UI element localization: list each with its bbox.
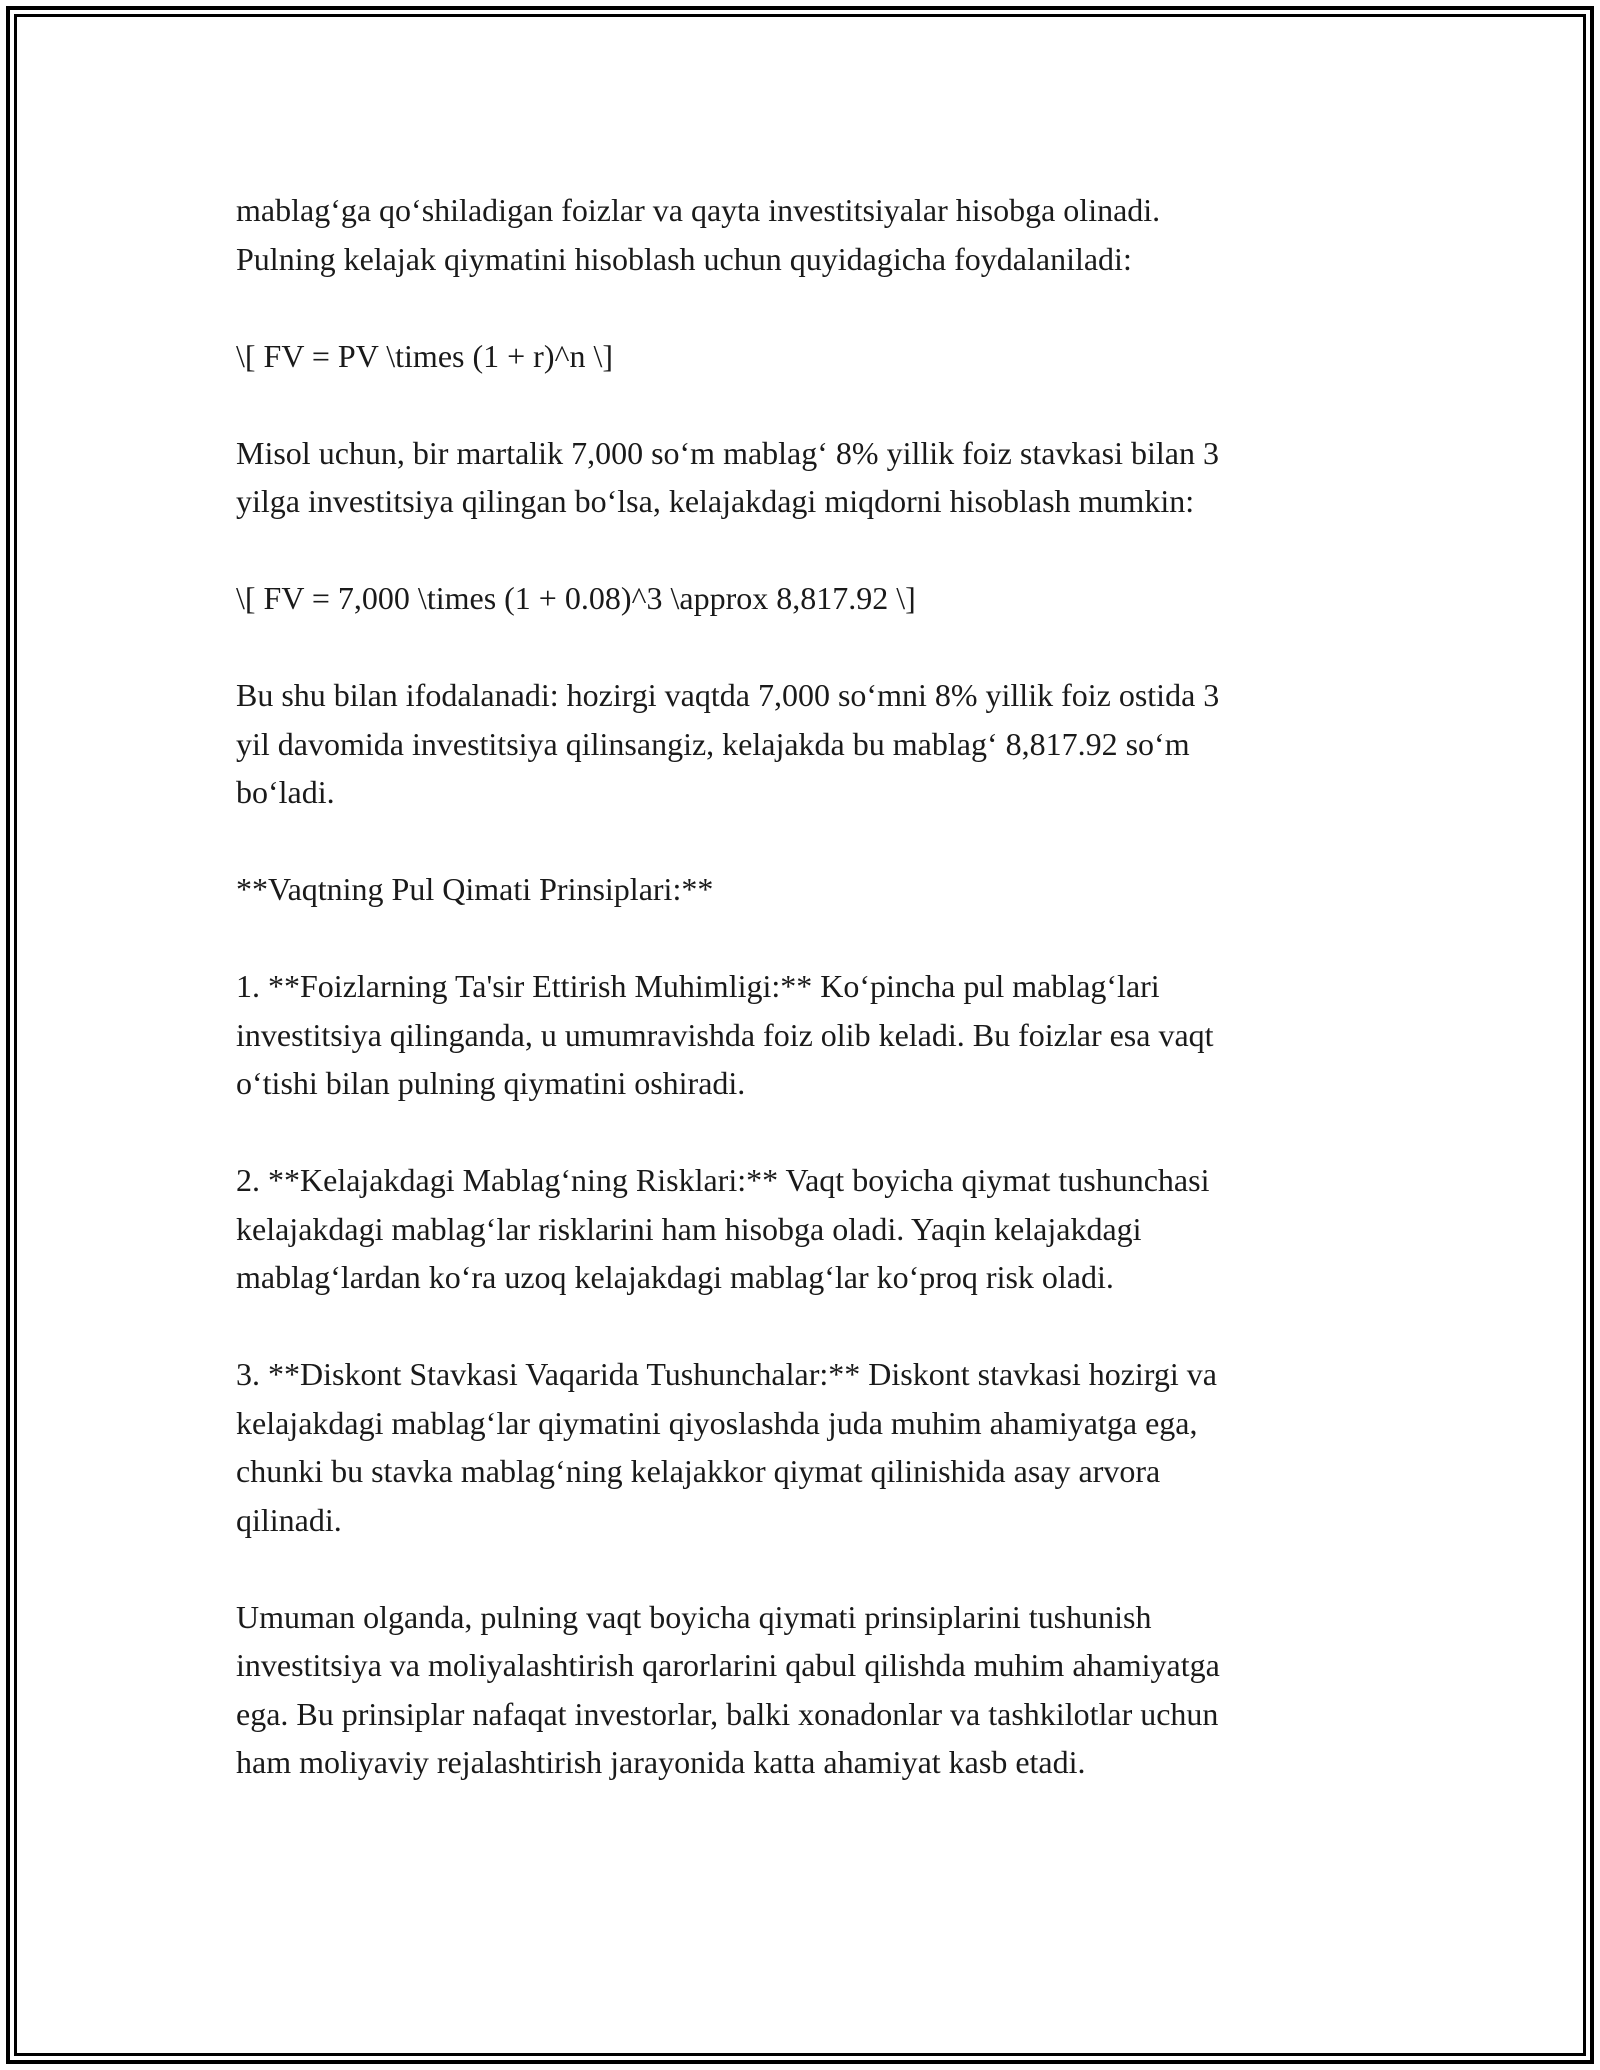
intro-paragraph: mablag‘ga qo‘shiladigan foizlar va qayta investitsiyalar hisobga olinadi. Pulning kelajak qiymatini hisoblash uchun quyidagicha foydalaniladi: bbox=[236, 192, 1161, 277]
example-explanation: Bu shu bilan ifodalanadi: hozirgi vaqtda 7,000 so‘mni 8% yillik foiz ostida 3 yil davomida investitsiya qilinsangiz, kelajakda bu mablag‘ 8,817.92 so‘m bo‘ladi. bbox=[236, 677, 1220, 810]
section-heading: **Vaqtning Pul Qimati Prinsiplari:** bbox=[236, 871, 714, 907]
formula-example: \[ FV = 7,000 \times (1 + 0.08)^3 \approx 8,817.92 \] bbox=[236, 580, 916, 616]
principle-3: 3. **Diskont Stavkasi Vaqarida Tushunchalar:** Diskont stavkasi hozirgi va kelajakdagi mablag‘lar qiymatini qiyoslashda juda muhim ahamiyatga ega, chunki bu stavka mablag‘ning kelajakkor qiymat qilinishida asay arvora qilinadi. bbox=[236, 1356, 1217, 1538]
document-body bbox=[236, 186, 1386, 1835]
conclusion-paragraph: Umuman olganda, pulning vaqt boyicha qiymati prinsiplarini tushunish investitsiya va moliyalashtirish qarorlarini qabul qilishda muhim ahamiyatga ega. Bu prinsiplar nafaqat investorlar, balki xonadonlar va tashkilotlar uchun ham moliyaviy rejalashtirish jarayonida katta ahamiyat kasb etadi. bbox=[236, 1598, 1220, 1780]
formula-general: \[ FV = PV \times (1 + r)^n \] bbox=[236, 337, 614, 374]
principle-1: 1. **Foizlarning Ta'sir Ettirish Muhimligi:** Ko‘pincha pul mablag‘lari investitsiya qilinganda, u umumravishda foiz olib keladi. Bu foizlar esa vaqt o‘tishi bilan pulning qiymatini oshiradi. bbox=[236, 968, 1214, 1101]
example-paragraph: Misol uchun, bir martalik 7,000 so‘m mablag‘ 8% yillik foiz stavkasi bilan 3 yilga investitsiya qilingan bo‘lsa, kelajakdagi miqdorni hisoblash mumkin: bbox=[236, 434, 1219, 519]
principle-2: 2. **Kelajakdagi Mablag‘ning Risklari:** Vaqt boyicha qiymat tushunchasi kelajakdagi mablag‘lar risklarini ham hisobga oladi. Yaqin kelajakdagi mablag‘lardan ko‘ra uzoq kelajakdagi mablag‘lar ko‘proq risk oladi. bbox=[236, 1162, 1210, 1295]
